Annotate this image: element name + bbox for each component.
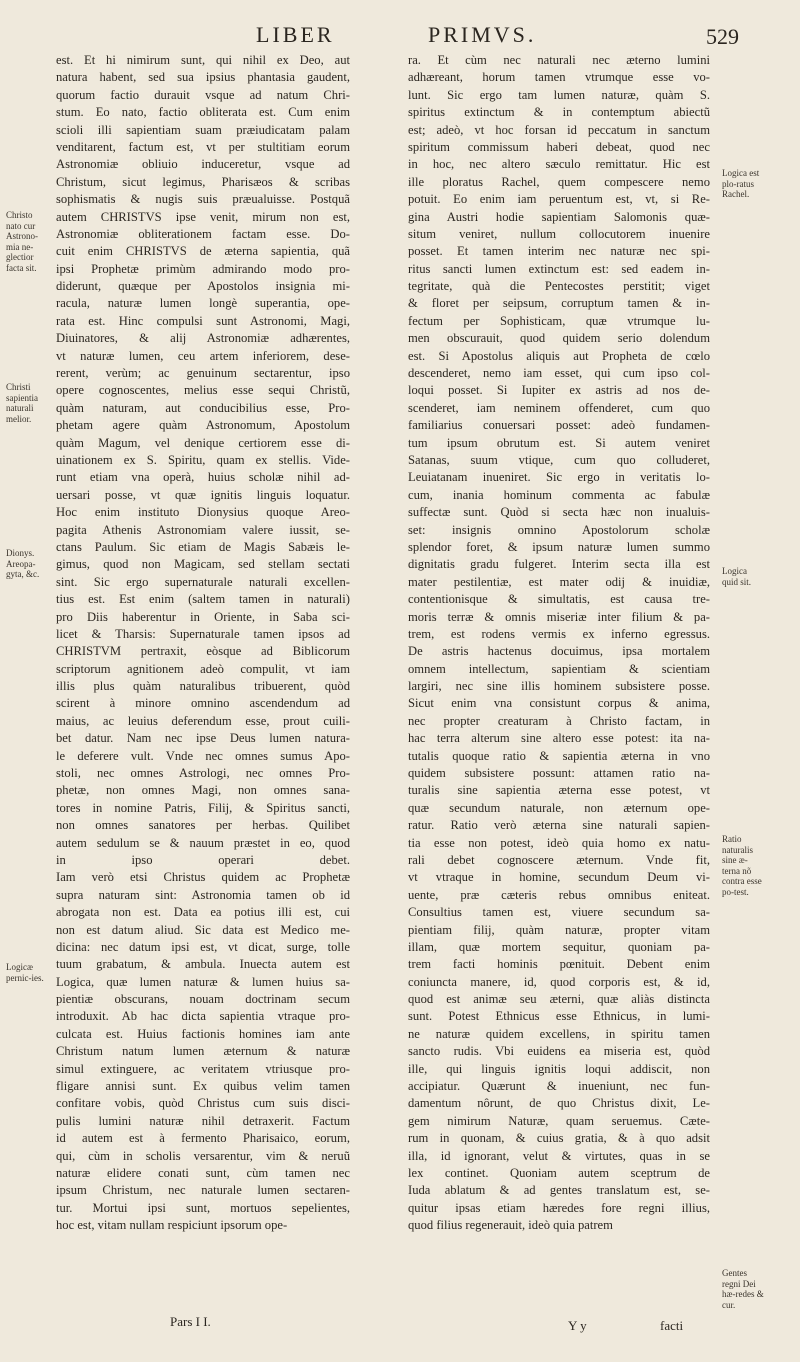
right-column-line: quod est animæ seu æterni, quæ aliàs distincta [408,992,710,1007]
right-column-line: splendor foret, & ipsum naturæ lumen summo [408,539,710,554]
right-column-line: turalis sine sapientia æterna esse potest, vt [408,783,710,798]
right-column-line: & floret per seipsum, corruptum tamen & in- [408,296,710,311]
right-column-line: vt vtraque in homine, secundum Deum vi- [408,870,710,885]
right-column-line: set: insignis omnino Apostolorum scholæ [408,522,710,537]
margin-note-right-4: Gentes regni Dei hæ-redes & cur. [722,1268,764,1310]
right-column-line: spiritum commissum haberi debeat, quod nec [408,139,710,154]
left-column-line: stoli, nec omnes Astrologi, nec omnes Pro- [56,766,350,781]
left-column-line: Iam verò etsi Christus quidem ac Prophetæ [56,870,350,885]
left-column-line: pientiæ obscurans, nouam doctrinam secum [56,992,350,1007]
right-column-line: contentionisque & simultatis, est causa tre- [408,592,710,607]
header-left: LIBER [256,22,335,47]
right-column-line: uente, præ cæteris rebus omnibus eniteat. [408,887,710,902]
right-column-line: accipiatur. Quærunt & inueniunt, nec fun- [408,1079,710,1094]
right-column-line: suffectæ sunt. Quòd si secta hæc non inualuis- [408,505,710,520]
left-column-line: non est datum aliud. Sic data est Medico me- [56,922,350,937]
left-column-line: rerent, verùm; ac genuinum sectarentur, ipso [56,366,350,381]
right-column-line: omnem intellectum, sapientiam & scientiam [408,661,710,676]
right-column-line: lex continet. Quoniam autem sceptrum de [408,1166,710,1180]
right-column-line: fectum per Sophisticam, quæ vtrumque lu- [408,313,710,328]
right-column-line: spiritus extinctum & in contemptum abiectũ [408,105,710,120]
left-column-line: ipsum Christum, nec naturale lumen sectaren- [56,1183,350,1198]
right-column-line: gem nimirum Naturæ, quam seruemus. Cæte- [408,1113,710,1128]
left-text-column [56,52,350,1235]
right-column-line: potuit. Eo enim iam peruentum est, vt, si Re- [408,192,710,207]
left-column-line: natura habent, sed sua ipsius phantasia gaudent, [56,70,350,85]
margin-note-left-4: Logicæ pernic-ies. [6,962,44,983]
right-column-line: ra. Et cùm nec naturali nec æterno lumini [408,53,710,67]
catchword: facti [660,1318,684,1333]
left-column-line: tuum grabatum, & ambula. Inuecta autem est [56,957,350,972]
left-column-line: venditarent, factum est, vt per stultitiam eorum [56,139,350,154]
right-column-line: trem facti hominis pœnituit. Debent enim [408,957,710,972]
right-column-line: pientiam filij, quàm naturæ, propter vitam [408,922,710,937]
left-column-line: autem sedulum se & nauum præstet in eo, quod [56,835,350,850]
left-column-line: Logica, quæ lumen naturæ & lumen huius sa- [56,974,350,989]
left-column-line: quorum factio durauit vsque ad natum Chri- [56,87,350,102]
left-column-line: le deferere vult. Vnde nec omnes sumus Apo- [56,748,350,763]
right-column-line: men obscurauit, quod quidem serio dolendum [408,331,710,346]
right-column-line: nec propter creaturam à Christo factam, in [408,713,710,728]
left-column-line: uinationem ex S. Spiritu, quam ex stellis. Vide- [56,452,350,467]
right-column-line: largiri, nec sine illis hominem subsistere posse. [408,679,710,694]
right-column-line: De astris hactenus docuimus, ipsa mortalem [408,644,710,659]
left-column-line: tores in nomine Patris, Filij, & Spiritus sancti, [56,800,350,815]
left-column-line: rata est. Hinc compulsi sunt Astronomi, Magi, [56,313,350,328]
running-header [0,22,800,54]
right-column-line: ille ploratus Rachel, quem compescere nemo [408,174,710,189]
right-column-line: illam, quæ mortem sequitur, quoniam pa- [408,939,710,954]
right-column-line: loqui posset. Si Iupiter ex astris ad nos de- [408,383,710,398]
right-column-line: mater pestilentiæ, est mater odij & inuidiæ, [408,574,710,589]
right-column-line: quitur ipsas etiam hæredes fore regni illius, [408,1200,710,1215]
right-column-line: rali debet cognoscere æternum. Vnde fit, [408,852,710,867]
left-column-line: non omnes sanatores per herbas. Quilibet [56,818,350,833]
left-column-line: scirent à minore omnino ascendendum ad [56,696,350,711]
left-column-line: pro Diis haberentur in Oriente, in Saba sci- [56,609,350,624]
left-column-line: est. Et hi nimirum sunt, qui nihil ex Deo, aut [56,53,350,67]
left-column-line: dicina: nec datum ipsi est, vt dicat, surge, tolle [56,939,350,954]
left-column-line: naturæ elidere conati sunt, cùm tamen nec [56,1166,350,1180]
left-column-line: phetæ, non omnes Magi, non omnes sana- [56,783,350,798]
right-column-line: est; adeò, vt hoc forsan id peccatum in sanctum [408,122,710,137]
right-column-line: Leuiatanam inueniret. Sic ergo in veritatis lo- [408,470,710,485]
left-column-line: tur. Mortui ipsi sunt, mortuos sepelientes, [56,1200,350,1215]
right-column-line: ne naturæ quidem excellens, in spiritu tamen [408,1026,710,1041]
left-column-line: illis plus quàm naturalibus tribuerent, quòd [56,679,350,694]
right-column-line: illa, id ignorant, velut & virtutes, quas in se [408,1148,710,1163]
left-column-line: stum. Eo nato, factio obliterata est. Cum enim [56,105,350,120]
right-column-line: posset. Et tamen interim nec naturæ nec spi- [408,244,710,259]
left-column-line: vt naturæ lumen, ceu artem inferiorem, dese- [56,348,350,363]
left-column-line: sint. Sic ergo supernaturale naturali excellen- [56,574,350,589]
left-column-line: diderunt, quæque per Apostolos insignia mi- [56,279,350,294]
right-column-line: Satanas, suum vtique, cum quo colluderet, [408,452,710,467]
signature-mark: Y y [568,1318,587,1333]
left-column-line: cuit enim CHRISTVS de æterna sapientia, quã [56,244,350,259]
left-column-line: ipsi Prophetæ primùm admirando modo pro- [56,261,350,276]
right-column-line: dignitatis gradu fulgeret. Interim secta illa est [408,557,710,572]
left-column-line: quàm naturam, aut conducibilius esse, Pro- [56,400,350,415]
right-column-line: lunt. Sic ergo tam lumen naturæ, quàm S. [408,87,710,102]
left-column-line: Hoc enim instituto Dionysius quoque Areo- [56,505,350,520]
right-column-line: Iuda ablatum & ad gentes translatum est, se- [408,1183,710,1198]
left-column-line: simul extinguere, ac veritatem vtriusque pro- [56,1061,350,1076]
left-column-line: id autem est à fermento Pharisaico, eorum, [56,1131,350,1146]
left-column-line: introduxit. Ab hac dicta sapientia vtraque pro- [56,1009,350,1024]
left-column-line: CHRISTVM pertraxit, eòsque ad Biblicorum [56,644,350,659]
right-column-line: familiarius conuersari posset: adeò fundamen- [408,418,710,433]
margin-note-right-2: Logica quid sit. [722,566,752,587]
right-column-line: cum, inania hominum commenta ac fabulæ [408,487,710,502]
right-column-line: quod filius regenerauit, ideò quia patrem [408,1218,613,1233]
margin-note-left-2: Christi sapientia naturali melior. [6,382,38,424]
right-text-column [408,52,710,1235]
right-column-line: sancto rudis. Vbi euidens ea miseria est, quòd [408,1044,710,1059]
left-column-line: phetam agere quàm Astronomum, Apostolum [56,418,350,433]
margin-note-right-1: Logica est plo-ratus Rachel. [722,168,760,200]
right-column-line: moris terræ & omnis miseriæ inter filium & pa- [408,609,710,624]
left-column-line: racula, naturæ lumen longè superantia, ope- [56,296,350,311]
right-column-line: damentum nôrunt, de quo Christus dixit, Le- [408,1096,710,1111]
right-column-line: hac terra alterum sine altero esse potest: ita na- [408,731,710,746]
right-column-line: tum ipsum obrutum est. Si autem veniret [408,435,710,450]
right-column-line: tutalis quoque ratio & sapientia æterna in vno [408,748,710,763]
right-column-line: ritus sancti lumen extinctum est: sed eadem in- [408,261,710,276]
left-column-line: Astronomiæ obliterationem factam esse. Do- [56,226,350,241]
right-column-line: scenderet, iam neminem offenderet, cum quo [408,400,710,415]
right-column-line: gina Austri hodie sapientiam Salomonis quæ- [408,209,710,224]
right-column-line: Consultius tamen est, viuere secundum sa- [408,905,710,920]
left-column-line: Astronomiæ obliuio induceretur, vsque ad [56,157,350,172]
left-column-line: hoc est, vitam nullam respiciunt ipsorum ope- [56,1218,288,1233]
left-column-line: pulis lumini naturæ nihil detraxerit. Factum [56,1113,350,1128]
right-column-line: quæ secundum naturale, non æternum ope- [408,800,710,815]
left-column-line: tius est. Est enim (saltem tamen in naturali) [56,592,350,607]
left-column-line: autem CHRISTVS ipse venit, mirum non est, [56,209,350,224]
margin-note-left-3: Dionys. Areopa-gyta, &c. [6,548,40,580]
right-column-line: adhæreant, horum tamen vtrumque esse vo- [408,70,710,85]
right-column-line: tia esse non potest, ideò quia homo ex natu- [408,835,710,850]
left-column-line: Diuinatores, & alij Astronomiæ adhærentes, [56,331,350,346]
left-column-line: uersari posse, vt quæ ignitis linguis loquatur. [56,487,350,502]
right-column-line: Sicut enim vna consistunt corpus & anima, [408,696,710,711]
left-column-line: runt etiam vna operà, huius scholæ nihil ad- [56,470,350,485]
left-column-line: sophismatis & nugis suis præualuisse. Postquã [56,192,350,207]
margin-note-left-1: Christo nato cur Astrono-mia ne-glectior facta sit. [6,210,38,273]
left-column-line: abrogata non est. Data ea potius illi est, cui [56,905,350,920]
margin-note-right-3: Ratio naturalis sine æ-terna nõ contra esse po-test. [722,834,762,897]
right-column-line: sunt. Potest Ethnicus esse Ethnicus, in lumi- [408,1009,710,1024]
left-column-line: scriptorum agnitionem adeò compulit, vt iam [56,661,350,676]
right-column-line: rum in quonam, & cuius gratia, & à quo adsit [408,1131,710,1146]
left-column-line: gimus, quod non Magicam, sed stellam sectati [56,557,350,572]
right-column-line: tegritate, quà die Pentecostes perstitit; viget [408,279,710,294]
left-column-line: pagita Athenis Astronomiam valere iussit, se- [56,522,350,537]
part-label: Pars I I. [170,1314,211,1329]
left-column-line: Christum, sicut legimus, Pharisæos & scribas [56,174,350,189]
right-column-line: quidem subsistere possunt: attamen ratio na- [408,766,710,781]
right-column-line: descenderet, nemo iam esset, qui cum ipso col- [408,366,710,381]
left-column-line: in ipso operari debet. [56,852,350,867]
left-column-line: licet & Tharsis: Supernaturale tamen ipsos ad [56,626,350,641]
left-column-line: confitare vobis, quòd Christus cum suis disci- [56,1096,350,1111]
left-column-line: fligare annisi sunt. Ex quibus velim tamen [56,1079,350,1094]
right-column-line: coniuncta manere, id, quod corporis est, & id, [408,974,710,989]
left-column-line: supra naturam sint: Astronomia tamen ob id [56,887,350,902]
right-column-line: situm veniret, nullum collocutorem inuenire [408,226,710,241]
left-column-line: quàm Magum, vel denique certiorem esse di- [56,435,350,450]
right-column-line: trem, est rodens vermis ex inferno egressus. [408,626,710,641]
header-right: PRIMVS. [428,22,537,47]
right-column-line: in hoc, nec altero sæculo remittatur. Hic est [408,157,710,172]
left-column-line: maius, ac leuius deferendum esse, prout cuili- [56,713,350,728]
left-column-line: qui, cùm in scholis versarentur, vim & neruũ [56,1148,350,1163]
left-column-line: bet datur. Nam nec ipse Deus lumen natura- [56,731,350,746]
left-column-line: ctans Paulum. Sic etiam de Magis Sabæis le- [56,539,350,554]
right-column-line: est. Si Apostolus aliquis aut Propheta de cœlo [408,348,710,363]
right-column-line: ille, qui linguis ignitis loqui addiscit, non [408,1061,710,1076]
page-number: 529 [706,24,739,49]
right-column-line: ratur. Ratio verò æterna sine naturali sapien- [408,818,710,833]
left-column-line: opere cognoscentes, melius esse sequi Christũ, [56,383,350,398]
left-column-line: scioli illi sapientiam suam præiudicatam palam [56,122,350,137]
left-column-line: culcata est. Huius factionis homines iam ante [56,1026,350,1041]
left-column-line: Christum natum lumen æternum & naturæ [56,1044,350,1059]
